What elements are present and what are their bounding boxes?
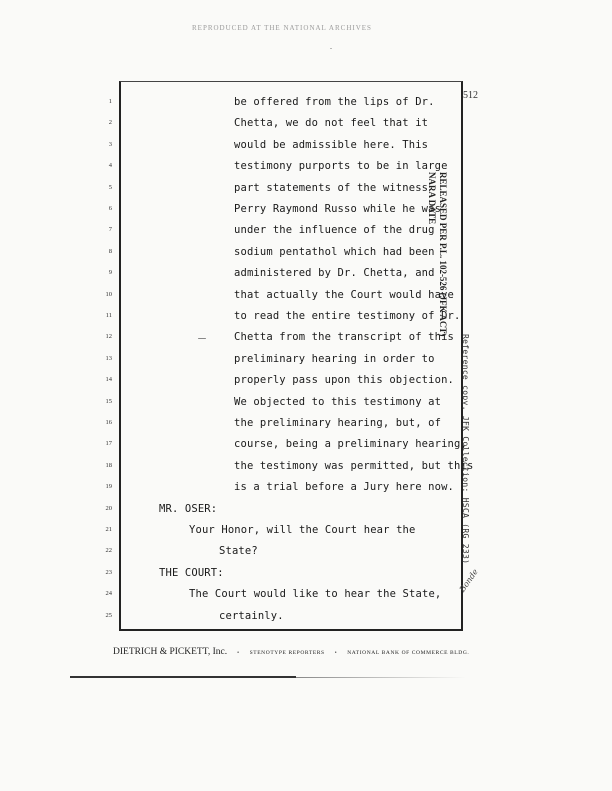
release-stamp — [426, 172, 448, 352]
transcript-line: the preliminary hearing, but, of — [234, 417, 442, 429]
footer — [113, 641, 469, 659]
transcript-line: The Court would like to hear the State, — [189, 588, 442, 601]
release-line: NARA DATE — [427, 172, 437, 225]
line-number: 12 — [105, 333, 112, 341]
footer-separator: • — [237, 650, 240, 656]
line-number: 1 — [108, 98, 112, 105]
transcript-line: the testimony was permitted, but this — [234, 459, 474, 472]
line-number: 5 — [108, 183, 112, 191]
bottom-rule — [70, 676, 296, 678]
footer-reporters: STENOTYPE REPORTERS — [249, 650, 325, 656]
transcript-line: State? — [219, 545, 258, 558]
line-number: 20 — [105, 504, 112, 512]
transcript-line: properly pass upon this objection. — [234, 374, 455, 387]
transcript-line: course, being a preliminary hearing, — [234, 438, 467, 451]
transcript-line: administered by Dr. Chetta, and — [234, 267, 435, 280]
line-number: 7 — [108, 226, 112, 234]
line-number: 24 — [105, 590, 112, 598]
transcript-line: Chetta, we do not feel that it — [234, 117, 429, 130]
transcript-line: We objected to this testimony at — [234, 395, 442, 408]
transcript-line: that actually the Court would have — [234, 288, 455, 301]
line-number: 9 — [108, 269, 112, 277]
transcript-line: to read the entire testimony of Dr. — [234, 310, 461, 322]
line-number: 11 — [105, 312, 112, 319]
line-number: 21 — [105, 526, 112, 533]
transcript-line: MR. OSER: — [159, 502, 218, 515]
transcript-line: be offered from the lips of Dr. — [234, 96, 435, 108]
scan-speck — [330, 48, 332, 49]
archive-stamp: REPRODUCED AT THE NATIONAL ARCHIVES — [192, 24, 372, 32]
reference-copy-note: Reference copy, JFK Collection: HSCA (RG 233) — [461, 334, 470, 565]
transcript-line: part statements of the witness — [234, 181, 429, 194]
line-number: 13 — [105, 354, 112, 362]
transcript-line: Perry Raymond Russo while he was — [234, 203, 442, 215]
line-number: 18 — [105, 461, 112, 469]
line-number: 25 — [105, 611, 112, 619]
page-number: 512 — [463, 90, 478, 101]
line-number: 19 — [105, 483, 112, 491]
line-number: 3 — [108, 140, 112, 148]
line-number: 16 — [105, 419, 112, 426]
footer-building: NATIONAL BANK OF COMMERCE BLDG. — [347, 650, 470, 656]
line-number: 8 — [108, 247, 112, 255]
handwritten-initial: Bonde — [457, 567, 480, 594]
line-number: 17 — [105, 440, 112, 448]
transcript-line: THE COURT: — [159, 566, 224, 579]
line-number: 6 — [108, 205, 112, 212]
line-number: 4 — [108, 162, 112, 170]
transcript-line: under the influence of the drug — [234, 224, 435, 237]
line-number: 2 — [108, 119, 112, 127]
transcript-line: sodium pentathol which had been — [234, 245, 435, 258]
transcript-line: preliminary hearing in order to — [234, 352, 435, 365]
transcript-line: is a trial before a Jury here now. — [234, 481, 455, 494]
line-number: 15 — [105, 397, 112, 405]
transcript-line: Chetta from the transcript of this — [234, 331, 455, 344]
line-number: 23 — [105, 568, 112, 576]
footer-separator: • — [334, 650, 338, 656]
line-number: 14 — [105, 376, 112, 384]
transcript-line: certainly. — [219, 609, 284, 622]
release-line: RELEASED PER P.L. 102-526 (JFK ACT) — [438, 172, 448, 337]
transcript-line: would be admissible here. This — [234, 138, 429, 151]
line-number: 22 — [105, 547, 112, 555]
transcript-line: Your Honor, will the Court hear the — [189, 524, 416, 536]
footer-firm: DIETRICH & PICKETT, Inc. — [113, 647, 228, 657]
transcript-line: testimony purports to be in large — [234, 160, 448, 173]
bottom-rule-fade — [296, 677, 466, 678]
line-number: 10 — [105, 290, 112, 298]
